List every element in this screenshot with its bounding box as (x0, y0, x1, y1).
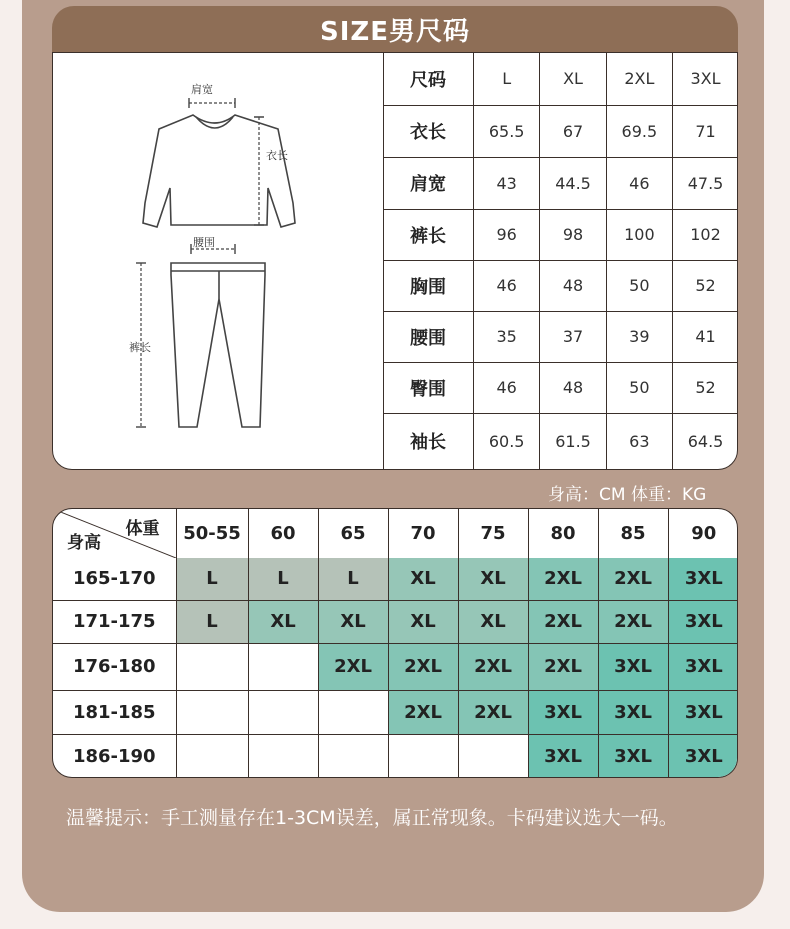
units-note: 身高：CM 体重：KG (548, 485, 707, 505)
page-title: SIZE男尺码 (52, 6, 738, 52)
row-label: 臀围 (383, 362, 474, 413)
table-cell: 46 (474, 362, 540, 413)
weight-col-header: 50-55 (176, 509, 248, 558)
table-cell: 61.5 (540, 413, 606, 469)
size-recommendation-cell: 3XL (668, 734, 738, 778)
weight-col-header: 60 (248, 509, 318, 558)
table-row (383, 413, 738, 469)
table-cell: 46 (474, 260, 540, 311)
table-row (383, 260, 738, 311)
size-header-row (383, 53, 738, 105)
table-cell: 35 (474, 311, 540, 362)
garment-diagram-icon (53, 53, 383, 470)
size-measurement-table (383, 53, 738, 469)
table-row (53, 643, 738, 690)
shirt-length-label: 衣长 (266, 149, 288, 162)
table-cell: 50 (606, 260, 672, 311)
size-recommendation-cell: 2XL (598, 558, 668, 600)
weight-col-header: 65 (318, 509, 388, 558)
size-recommendation-cell: 2XL (388, 643, 458, 690)
size-recommendation-cell: 3XL (668, 600, 738, 643)
table-cell: 41 (673, 311, 738, 362)
pants-length-label: 裤长 (129, 341, 151, 354)
weight-header-row (53, 509, 738, 558)
table-cell: 50 (606, 362, 672, 413)
height-row-label: 165-170 (53, 558, 176, 600)
table-row (383, 105, 738, 157)
size-recommendation-cell (318, 690, 388, 734)
table-cell: 67 (540, 105, 606, 157)
table-row (53, 558, 738, 600)
table-cell: 46 (606, 157, 672, 209)
table-cell: 52 (673, 362, 738, 413)
table-cell: 39 (606, 311, 672, 362)
table-cell: 37 (540, 311, 606, 362)
size-recommendation-cell: 3XL (668, 643, 738, 690)
size-recommendation-cell (248, 643, 318, 690)
size-recommendation-cell: XL (388, 558, 458, 600)
size-recommendation-cell: L (176, 600, 248, 643)
weight-col-header: 75 (458, 509, 528, 558)
size-recommendation-cell: XL (318, 600, 388, 643)
garment-illustration (53, 53, 384, 470)
table-cell: 71 (673, 105, 738, 157)
weight-col-header: 70 (388, 509, 458, 558)
size-chart-panel (52, 52, 738, 470)
weight-col-header: 90 (691, 523, 717, 544)
waist-label: 腰围 (193, 236, 215, 249)
table-cell: 102 (673, 209, 738, 260)
table-row (53, 600, 738, 643)
table-cell: 47.5 (673, 157, 738, 209)
size-recommendation-cell: XL (458, 558, 528, 600)
size-recommendation-cell: 2XL (458, 643, 528, 690)
table-cell: 65.5 (474, 105, 540, 157)
size-col-3XL: 3XL (673, 53, 738, 105)
size-col-2XL: 2XL (606, 53, 672, 105)
size-recommendation-cell: 2XL (528, 600, 598, 643)
table-row (53, 690, 738, 734)
table-row (383, 311, 738, 362)
size-recommendation-cell: 3XL (668, 558, 738, 600)
size-recommendation-cell: L (318, 558, 388, 600)
table-row (383, 362, 738, 413)
table-cell: 96 (474, 209, 540, 260)
row-label: 肩宽 (383, 157, 474, 209)
height-row-label: 176-180 (53, 643, 176, 690)
size-recommendation-cell: 3XL (598, 734, 668, 778)
row-label: 胸围 (383, 260, 474, 311)
size-col-XL: XL (540, 53, 606, 105)
row-label: 袖长 (383, 413, 474, 469)
size-recommendation-cell: XL (458, 600, 528, 643)
size-recommendation-cell (388, 734, 458, 778)
size-recommendation-cell (248, 734, 318, 778)
table-cell: 100 (606, 209, 672, 260)
size-recommendation-cell: 3XL (668, 690, 738, 734)
table-cell: 43 (474, 157, 540, 209)
size-recommendation-cell: XL (248, 600, 318, 643)
size-recommendation-cell: L (248, 558, 318, 600)
table-cell: 48 (540, 362, 606, 413)
size-recommendation-cell: XL (388, 600, 458, 643)
size-recommendation-cell: 2XL (458, 690, 528, 734)
table-row (383, 209, 738, 260)
corner-header (53, 509, 176, 558)
table-cell: 48 (540, 260, 606, 311)
size-head-label: 尺码 (383, 53, 474, 105)
row-label: 衣长 (383, 105, 474, 157)
row-label: 裤长 (383, 209, 474, 260)
size-recommendation-cell (458, 734, 528, 778)
size-recommendation-cell: 3XL (528, 690, 598, 734)
table-cell: 98 (540, 209, 606, 260)
height-row-label: 186-190 (53, 734, 176, 778)
weight-axis-label: 体重 (125, 519, 160, 539)
size-recommendation-cell (248, 690, 318, 734)
weight-col-header: 80 (528, 509, 598, 558)
table-row (53, 734, 738, 778)
size-recommendation-cell (176, 690, 248, 734)
size-recommendation-cell: 2XL (598, 600, 668, 643)
size-recommendation-cell: 2XL (528, 643, 598, 690)
table-row (383, 157, 738, 209)
size-recommendation-cell: 2XL (388, 690, 458, 734)
weight-col-header: 85 (598, 509, 668, 558)
table-cell: 52 (673, 260, 738, 311)
table-cell: 64.5 (687, 431, 724, 451)
size-recommendation-table (53, 509, 738, 778)
size-recommendation-cell: 2XL (318, 643, 388, 690)
size-recommendation-cell: 2XL (528, 558, 598, 600)
table-cell: 60.5 (474, 413, 540, 469)
size-recommendation-cell: 3XL (528, 734, 598, 778)
row-label: 腰围 (383, 311, 474, 362)
size-recommendation-cell (176, 734, 248, 778)
height-axis-label: 身高 (67, 533, 101, 553)
measurement-tip: 温馨提示：手工测量存在1-3CM误差，属正常现象。卡码建议选大一码。 (66, 807, 678, 829)
height-row-label: 181-185 (53, 690, 176, 734)
table-cell: 44.5 (540, 157, 606, 209)
size-col-L: L (474, 53, 540, 105)
size-recommendation-cell (318, 734, 388, 778)
shoulder-width-label: 肩宽 (191, 83, 213, 96)
size-recommendation-panel (52, 508, 738, 778)
size-recommendation-cell: 3XL (598, 690, 668, 734)
size-recommendation-cell (176, 643, 248, 690)
height-row-label: 171-175 (53, 600, 176, 643)
size-recommendation-cell: L (176, 558, 248, 600)
table-cell: 63 (606, 413, 672, 469)
table-cell: 69.5 (606, 105, 672, 157)
size-recommendation-cell: 3XL (598, 643, 668, 690)
